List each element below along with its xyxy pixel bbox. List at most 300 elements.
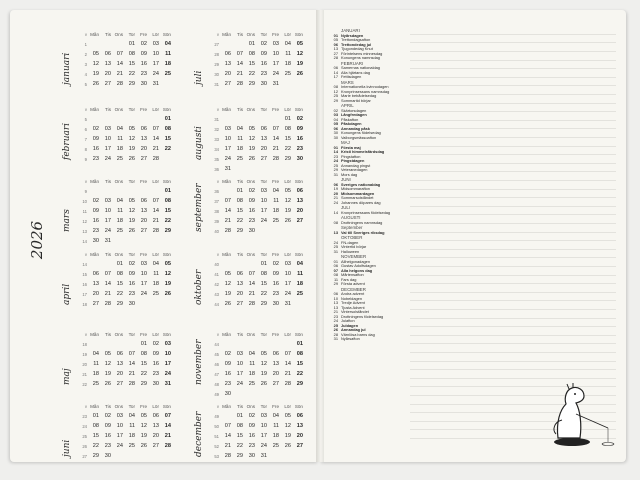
weekday-label: Fre: [140, 332, 147, 337]
day-cell: 03: [272, 41, 279, 47]
week-row: [80, 299, 171, 309]
holiday-name: Första maj: [341, 144, 361, 150]
day-cell: 05: [104, 351, 111, 357]
holiday-date: 28: [333, 331, 338, 337]
month-name: maj: [62, 368, 72, 385]
day-cell: 10: [152, 51, 159, 57]
day-cell: 07: [248, 271, 255, 277]
holiday-name: Sommarsolståndet: [341, 195, 374, 200]
weekday-label: Lör: [284, 179, 291, 184]
day-cell: 15: [284, 136, 291, 142]
day-cell: 13: [296, 198, 303, 204]
weekday-label: Tis: [105, 107, 111, 112]
holiday-date: 25: [333, 244, 338, 249]
holiday-date: 06: [333, 291, 338, 296]
holiday-name: Internationella kvinnodagen: [341, 84, 389, 89]
day-cell: 30: [224, 391, 231, 397]
weekday-label: Mån: [90, 404, 99, 409]
day-cell: 07: [116, 51, 123, 57]
holiday-month-label: JUNI: [341, 177, 351, 182]
weekday-label: Tis: [105, 332, 111, 337]
day-cell: 10: [224, 136, 231, 142]
day-cell: 18: [116, 218, 123, 224]
holiday-date: 17: [333, 74, 338, 79]
day-cell: 23: [296, 146, 303, 152]
day-cell: 25: [116, 228, 123, 234]
day-cell: 11: [273, 198, 279, 204]
month-name: januari: [62, 52, 72, 85]
week-number: 36: [214, 166, 219, 172]
day-cell: 27: [272, 381, 279, 387]
day-cell: 29: [140, 381, 147, 387]
day-cell: 01: [164, 116, 171, 122]
week-row: [80, 289, 171, 299]
weekday-header: [212, 330, 303, 339]
week-row: [80, 431, 171, 441]
day-cell: 09: [152, 351, 159, 357]
weekday-label: Ons: [114, 404, 123, 409]
weekday-label: Sön: [294, 332, 303, 337]
day-cell: 17: [260, 433, 267, 439]
holiday-row: [328, 337, 412, 342]
day-cell: 14: [236, 61, 243, 67]
weekday-label: Sön: [294, 179, 303, 184]
day-cell: 04: [152, 261, 159, 267]
weekday-label: Ons: [246, 179, 255, 184]
week-row: [80, 339, 171, 349]
holiday-date: 06: [333, 125, 338, 131]
week-row: [80, 69, 171, 79]
week-row: [80, 441, 171, 451]
week-row: [80, 279, 171, 289]
weekday-label: Mån: [222, 252, 231, 257]
weekday-label: Mån: [90, 107, 99, 112]
day-cell: 02: [104, 413, 111, 419]
holiday-date: 29: [333, 281, 338, 286]
day-cell: 22: [248, 71, 255, 77]
holiday-name: Midsommardagen: [341, 190, 375, 196]
weekday-label: Tis: [237, 252, 243, 257]
day-cell: 09: [224, 361, 231, 367]
holiday-month-label: FEBRUARI: [341, 60, 364, 66]
day-cell: 05: [296, 41, 303, 47]
day-cell: 25: [92, 381, 99, 387]
day-cell: 08: [116, 271, 123, 277]
week-number: 33: [214, 136, 219, 142]
holiday-date: 28: [333, 55, 338, 60]
weekday-label: Sön: [294, 404, 303, 409]
month-grid: [80, 105, 171, 164]
day-cell: 25: [116, 156, 123, 162]
day-cell: 04: [92, 351, 99, 357]
day-cell: 07: [164, 413, 171, 419]
weekday-label: Tor: [128, 179, 135, 184]
day-cell: 24: [164, 371, 171, 377]
day-cell: 05: [140, 413, 147, 419]
day-cell: 03: [152, 41, 159, 47]
holiday-date: 30: [333, 134, 338, 140]
day-cell: 15: [236, 433, 243, 439]
holiday-date: 12: [333, 88, 338, 94]
day-cell: 02: [260, 41, 267, 47]
day-cell: 15: [116, 281, 123, 287]
day-cell: 14: [116, 61, 123, 67]
holiday-date: 25: [333, 322, 338, 328]
day-cell: 28: [272, 156, 279, 162]
day-cell: 24: [260, 218, 267, 224]
day-cell: 12: [248, 136, 255, 142]
week-number: 13: [82, 228, 87, 234]
day-cell: 18: [92, 371, 99, 377]
week-number: 18: [82, 341, 87, 347]
day-cell: 26: [164, 291, 171, 297]
day-cell: 03: [116, 413, 123, 419]
day-cell: 13: [272, 361, 279, 367]
day-cell: 12: [104, 361, 111, 367]
month-name: augusti: [194, 126, 204, 160]
day-cell: 01: [92, 413, 99, 419]
day-cell: 28: [224, 453, 231, 459]
day-cell: 28: [164, 443, 171, 449]
holiday-name: Julafton: [341, 318, 355, 323]
day-cell: 22: [260, 291, 267, 297]
day-cell: 23: [224, 381, 231, 387]
day-cell: 06: [104, 51, 111, 57]
weekday-label: Ons: [114, 107, 123, 112]
weekday-label: v: [84, 252, 87, 257]
day-cell: 01: [248, 41, 255, 47]
holiday-name: Sommartid börjar: [341, 97, 371, 103]
day-cell: 11: [165, 51, 171, 57]
week-row: [212, 124, 303, 134]
week-row: [80, 206, 171, 216]
day-cell: 26: [296, 71, 303, 77]
day-cell: 08: [164, 126, 171, 132]
weekday-header: [80, 177, 171, 186]
day-cell: 27: [296, 443, 303, 449]
day-cell: 25: [284, 71, 291, 77]
day-cell: 24: [140, 291, 147, 297]
holiday-name: Alla helgons dag: [341, 267, 373, 273]
holiday-date: 30: [333, 130, 338, 135]
holiday-date: 01: [333, 144, 338, 150]
holiday-month-label: DECEMBER: [341, 286, 366, 292]
day-cell: 19: [140, 433, 147, 439]
weekday-label: Tis: [237, 32, 243, 37]
day-cell: 09: [92, 136, 99, 142]
week-row: [212, 206, 303, 216]
holiday-date: 13: [333, 304, 338, 310]
holiday-name: Veteranedagen: [341, 167, 368, 172]
day-cell: 29: [260, 301, 267, 307]
day-cell: 07: [284, 351, 291, 357]
holiday-date: 27: [333, 50, 338, 56]
week-row: [212, 389, 303, 399]
day-cell: 26: [140, 443, 147, 449]
day-cell: 27: [104, 81, 111, 87]
day-cell: 18: [128, 433, 135, 439]
holiday-date: 01: [333, 258, 338, 264]
day-cell: 21: [284, 371, 291, 377]
day-cell: 07: [152, 198, 159, 204]
holiday-date: 06: [333, 41, 338, 47]
day-cell: 18: [296, 281, 303, 287]
day-cell: 26: [128, 228, 135, 234]
week-number: 8: [84, 146, 87, 152]
day-cell: 18: [272, 433, 279, 439]
year-label: 2026: [28, 220, 47, 260]
day-cell: 23: [140, 71, 147, 77]
weekday-label: Tis: [237, 332, 243, 337]
day-cell: 18: [164, 61, 171, 67]
month-grid: [80, 330, 171, 389]
weekday-label: Lör: [284, 32, 291, 37]
weekday-label: Lör: [284, 332, 291, 337]
holiday-list: [328, 28, 412, 342]
weekday-label: Tor: [128, 252, 135, 257]
week-number: 4: [84, 71, 87, 77]
day-cell: 10: [236, 361, 243, 367]
day-cell: 11: [117, 136, 123, 142]
week-number: 53: [214, 453, 219, 459]
day-cell: 03: [140, 261, 147, 267]
day-cell: 02: [224, 351, 231, 357]
day-cell: 12: [140, 423, 147, 429]
week-number: 39: [214, 218, 219, 224]
month-name: februari: [62, 122, 72, 160]
day-cell: 15: [128, 61, 135, 67]
month-name: juli: [194, 70, 204, 85]
holiday-name: Samernas nationaldag: [341, 65, 380, 70]
holiday-date: 10: [333, 295, 338, 301]
holiday-name: Tjusta Advent: [341, 304, 365, 310]
holiday-name: Påskafton: [341, 116, 359, 122]
day-cell: 20: [152, 433, 159, 439]
day-cell: 24: [152, 71, 159, 77]
weekday-label: Mån: [90, 32, 99, 37]
holiday-date: 13: [333, 229, 338, 235]
day-cell: 18: [116, 146, 123, 152]
holiday-name: Johannes döpares dag: [341, 199, 381, 205]
holiday-name: Påskdagen: [341, 121, 362, 126]
weekday-label: Fre: [272, 332, 279, 337]
day-cell: 06: [140, 198, 147, 204]
day-cell: 14: [224, 208, 231, 214]
day-cell: 03: [284, 261, 291, 267]
day-cell: 15: [164, 136, 171, 142]
day-cell: 28: [236, 81, 243, 87]
holiday-month-label: MAJ: [341, 140, 350, 145]
day-cell: 23: [92, 228, 99, 234]
day-cell: 20: [260, 146, 267, 152]
day-cell: 17: [284, 281, 291, 287]
week-row: [80, 421, 171, 431]
day-cell: 28: [104, 301, 111, 307]
week-row: [212, 144, 303, 154]
day-cell: 22: [164, 218, 171, 224]
week-number: 7: [84, 136, 87, 142]
day-cell: 12: [224, 281, 231, 287]
day-cell: 16: [92, 146, 99, 152]
week-row: [80, 39, 171, 49]
month-name: september: [194, 183, 204, 232]
holiday-month-label: JULI: [341, 205, 351, 210]
week-row: [212, 379, 303, 389]
day-cell: 24: [224, 156, 231, 162]
day-cell: 02: [140, 41, 147, 47]
weekday-label: Tis: [105, 32, 111, 37]
day-cell: 21: [152, 218, 159, 224]
weekday-label: v: [216, 252, 219, 257]
holiday-date: 29: [333, 97, 338, 103]
weekday-header: [80, 330, 171, 339]
weekday-label: v: [84, 107, 87, 112]
day-cell: 16: [128, 281, 135, 287]
day-cell: 19: [128, 218, 135, 224]
day-cell: 08: [236, 198, 243, 204]
day-cell: 02: [272, 261, 279, 267]
weekday-label: Lör: [284, 404, 291, 409]
holiday-name: Mors dag: [341, 171, 358, 177]
holiday-name: Sveriges nationaldag: [341, 181, 381, 187]
holiday-date: 21: [333, 309, 338, 314]
holiday-date: 02: [333, 107, 338, 113]
day-cell: 12: [92, 61, 99, 67]
week-row: [212, 259, 303, 269]
day-cell: 22: [296, 371, 303, 377]
holiday-date: 31: [333, 248, 338, 254]
day-cell: 13: [116, 361, 123, 367]
day-cell: 09: [296, 126, 303, 132]
weekday-label: Ons: [246, 32, 255, 37]
day-cell: 31: [260, 453, 267, 459]
day-cell: 08: [128, 51, 135, 57]
day-cell: 02: [248, 413, 255, 419]
day-cell: 14: [248, 281, 255, 287]
holiday-name: Pingstafton: [341, 153, 361, 159]
weekday-label: Lör: [152, 32, 159, 37]
week-number: 38: [214, 208, 219, 214]
day-cell: 25: [164, 71, 171, 77]
holiday-date: 25: [333, 93, 338, 98]
month-grid: [212, 330, 303, 399]
weekday-label: Tis: [237, 179, 243, 184]
day-cell: 04: [116, 198, 123, 204]
weekday-label: v: [84, 332, 87, 337]
weekday-header: [80, 402, 171, 411]
day-cell: 15: [140, 361, 147, 367]
week-number: 45: [214, 351, 219, 357]
day-cell: 06: [140, 126, 147, 132]
week-row: [212, 69, 303, 79]
week-row: [212, 359, 303, 369]
weekday-label: Sön: [162, 32, 171, 37]
day-cell: 16: [152, 361, 159, 367]
day-cell: 02: [92, 126, 99, 132]
day-cell: 10: [104, 208, 111, 214]
week-row: [212, 441, 303, 451]
book-spine: [316, 10, 324, 462]
day-cell: 27: [116, 381, 123, 387]
day-cell: 29: [164, 228, 171, 234]
week-row: [80, 144, 171, 154]
week-number: 50: [214, 423, 219, 429]
day-cell: 19: [296, 61, 303, 67]
week-row: [80, 154, 171, 164]
day-cell: 17: [152, 61, 159, 67]
week-row: [80, 259, 171, 269]
month-name: juni: [62, 439, 72, 457]
week-number: 3: [84, 61, 87, 67]
day-cell: 25: [236, 156, 243, 162]
holiday-name: Andra advent: [341, 291, 365, 296]
day-cell: 06: [272, 351, 279, 357]
day-cell: 09: [260, 51, 267, 57]
week-number: 14: [82, 261, 87, 267]
week-row: [80, 236, 171, 246]
day-cell: 19: [128, 146, 135, 152]
day-cell: 30: [248, 228, 255, 234]
day-cell: 27: [152, 443, 159, 449]
day-cell: 30: [272, 301, 279, 307]
holiday-name: Halloween: [341, 248, 360, 254]
day-cell: 04: [248, 351, 255, 357]
holiday-month-label: APRIL: [341, 103, 354, 108]
day-cell: 30: [152, 381, 159, 387]
day-cell: 05: [128, 126, 135, 132]
weekday-label: Tis: [105, 252, 111, 257]
day-cell: 06: [116, 351, 123, 357]
month-grid: [80, 402, 171, 461]
holiday-name: Kronprinsessans födelsedag: [341, 209, 391, 215]
day-cell: 21: [152, 146, 159, 152]
day-cell: 15: [236, 208, 243, 214]
weekday-label: Ons: [114, 32, 123, 37]
day-cell: 17: [164, 361, 171, 367]
weekday-label: v: [216, 332, 219, 337]
week-number: 24: [82, 423, 87, 429]
weekday-label: Tor: [260, 252, 267, 257]
day-cell: 31: [284, 301, 291, 307]
weekday-label: Mån: [222, 179, 231, 184]
holiday-name: Pingstdagen: [341, 158, 365, 163]
weekday-label: Fre: [140, 107, 147, 112]
weekday-header: [212, 250, 303, 259]
day-cell: 22: [92, 443, 99, 449]
day-cell: 21: [248, 291, 255, 297]
week-number: 22: [82, 381, 87, 387]
holiday-name: Annandag påsk: [341, 125, 370, 131]
week-number: 10: [82, 198, 87, 204]
weekday-label: Ons: [114, 179, 123, 184]
weekday-label: Fre: [140, 179, 147, 184]
week-row: [80, 134, 171, 144]
day-cell: 20: [296, 208, 303, 214]
month-grid: [212, 177, 303, 236]
holiday-name: Allhelgonadagen: [341, 258, 370, 264]
week-number: 47: [214, 371, 219, 377]
week-number: 31: [214, 81, 219, 87]
day-cell: 08: [296, 351, 303, 357]
week-row: [212, 421, 303, 431]
weekday-label: v: [216, 404, 219, 409]
holiday-date: 20: [333, 190, 338, 196]
weekday-label: Sön: [294, 107, 303, 112]
day-cell: 08: [92, 423, 99, 429]
day-cell: 14: [152, 208, 159, 214]
day-cell: 25: [128, 443, 135, 449]
holiday-name: Drottningens födelsedag: [341, 313, 384, 319]
